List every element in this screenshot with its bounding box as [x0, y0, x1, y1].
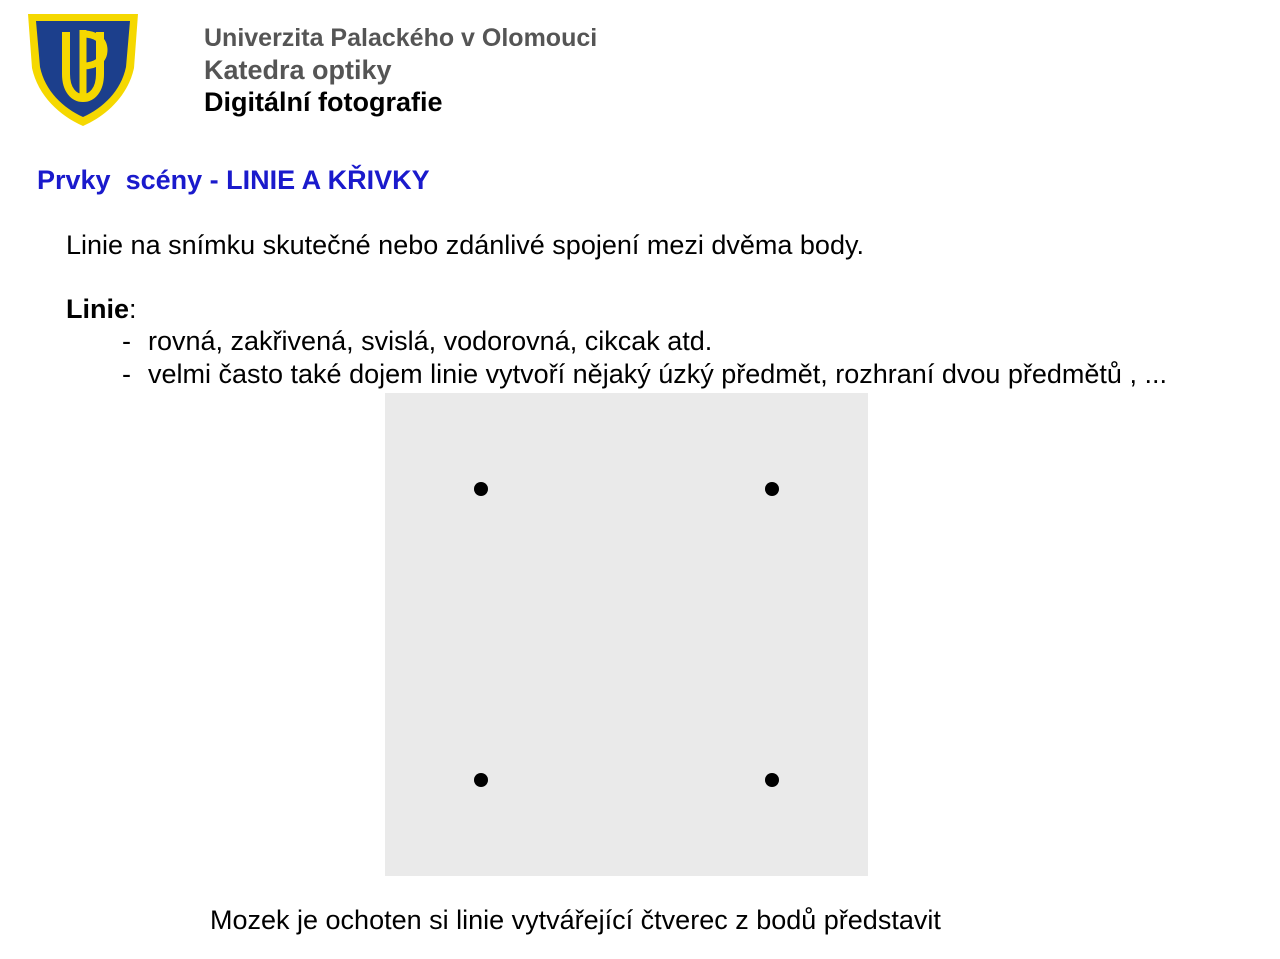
department-name: Katedra optiky [204, 55, 392, 85]
bullet-dash: - [122, 359, 131, 389]
linie-heading [66, 292, 137, 326]
dot-top-left [474, 482, 488, 496]
linie-colon: : [129, 294, 137, 324]
slide-title: Prvky scény - LINIE A KŘIVKY [37, 165, 430, 195]
university-logo [24, 10, 142, 128]
dot-top-right [765, 482, 779, 496]
dot-bottom-right [765, 773, 779, 787]
bullet-dash: - [122, 326, 131, 356]
linie-label: Linie [66, 294, 130, 324]
illustration-caption: Mozek je ochoten si linie vytvářející čtverec z bodů představit [210, 905, 941, 935]
course-name: Digitální fotografie [204, 87, 443, 117]
list-item [122, 358, 1167, 391]
intro-text: Linie na snímku skutečné nebo zdánlivé spojení mezi dvěma body. [66, 230, 864, 260]
list-item [122, 325, 1167, 358]
dot-bottom-left [474, 773, 488, 787]
linie-bullets [122, 325, 1167, 391]
dots-square-illustration [385, 393, 868, 876]
bullet-text: velmi často také dojem linie vytvoří nějaký úzký předmět, rozhraní dvou předmětů , ... [148, 359, 1167, 389]
header [204, 22, 597, 118]
university-name: Univerzita Palackého v Olomouci [204, 24, 598, 52]
bullet-text: rovná, zakřivená, svislá, vodorovná, cikcak atd. [148, 326, 713, 356]
